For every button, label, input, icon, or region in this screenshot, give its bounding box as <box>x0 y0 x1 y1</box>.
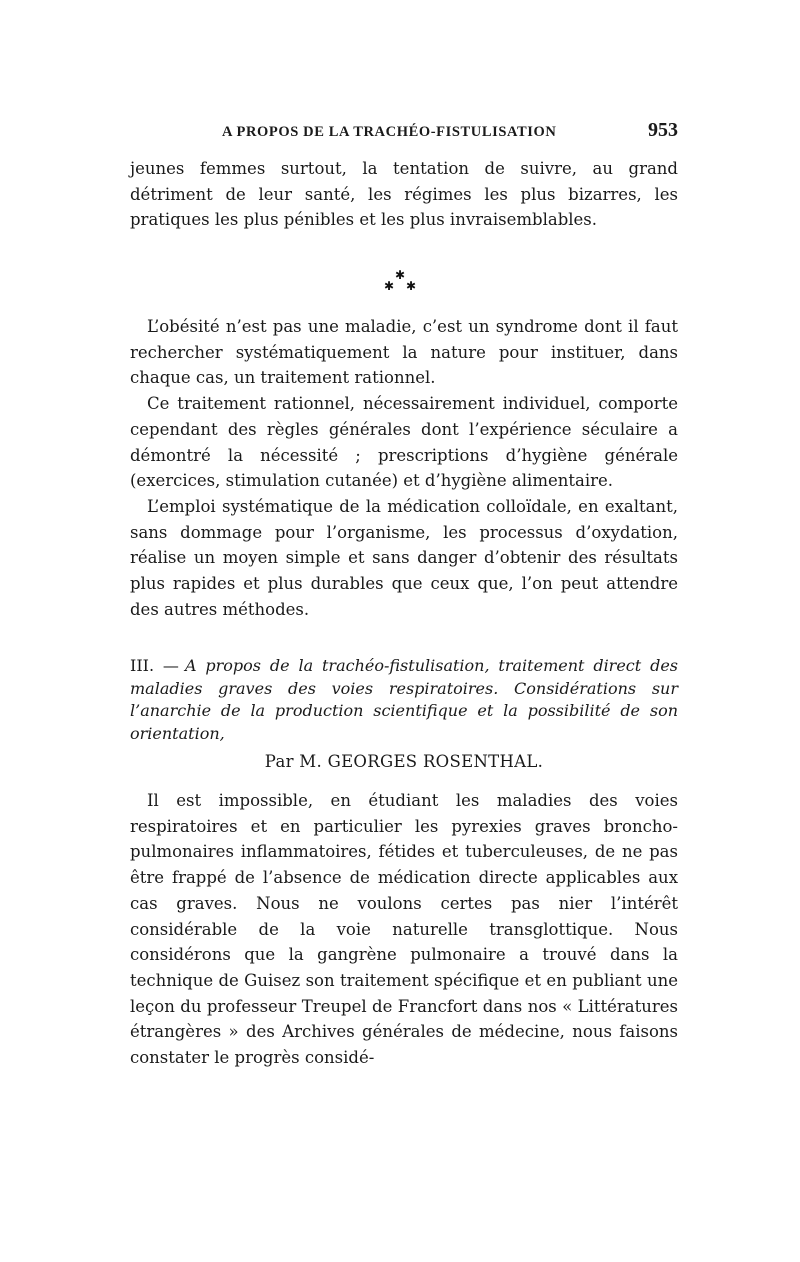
paragraph: Ce traitement rationnel, nécessairement individuel, comporte cependant des règles générales dont l’expérience séculaire a démontré la nécessité ; prescriptions d’hygiène générale (exercices, stimulation cutanée) et d’hygiène alimentaire. <box>130 394 678 491</box>
author-byline: Par M. GEORGES ROSENTHAL. <box>264 752 544 771</box>
page-number: 953 <box>648 119 678 141</box>
section-separator: ✱ ✱ ✱ <box>384 268 417 293</box>
section-number: III. — <box>130 656 179 675</box>
paragraph: Il est impossible, en étudiant les maladies des voies respiratoires et en particulier les pyrexies graves broncho-pulmonaires inflammatoires, fétides et tuberculeuses, de ne pas être frappé de l’absence de médication directe applicables aux cas graves. Nous ne voulons certes pas nier l’intérêt considérable de la voie naturelle transglottique. Nous considérons que la gangrène pulmonaire a trouvé dans la technique de Guisez son traitement spécifique et en publiant une leçon du professeur Treupel de Francfort dans nos « Littératures étrangères » des Archives générales de médecine, nous faisons constater le progrès considé- <box>130 791 678 1068</box>
text-block-1 <box>130 156 678 233</box>
paragraph: L’emploi systématique de la médication colloïdale, en exaltant, sans dommage pour l’organisme, les processus d’oxydation, réalise un moyen simple et sans danger d’obtenir des résultats plus rapides et plus durables que ceux que, l’on peut attendre des autres méthodes. <box>130 496 678 619</box>
text-block-2 <box>130 314 678 622</box>
paragraph: L’obésité n’est pas une maladie, c’est un syndrome dont il faut rechercher systématiquement la nature pour instituer, dans chaque cas, un traitement rationnel. <box>130 317 678 388</box>
paragraph: jeunes femmes surtout, la tentation de suivre, au grand détriment de leur santé, les régimes les plus bizarres, les pratiques les plus pénibles et les plus invraisemblables. <box>130 159 678 230</box>
section-title: A propos de la trachéo-fistulisation, traitement direct des maladies graves des voies respiratoires. Considérations sur l’anarchie de la production scientifique et la possibilité de son orientation, <box>130 656 678 743</box>
running-head: A PROPOS DE LA TRACHÉO-FISTULISATION <box>222 124 557 140</box>
text-block-3 <box>130 788 678 1071</box>
section-heading <box>130 655 678 745</box>
page-header <box>130 117 678 147</box>
